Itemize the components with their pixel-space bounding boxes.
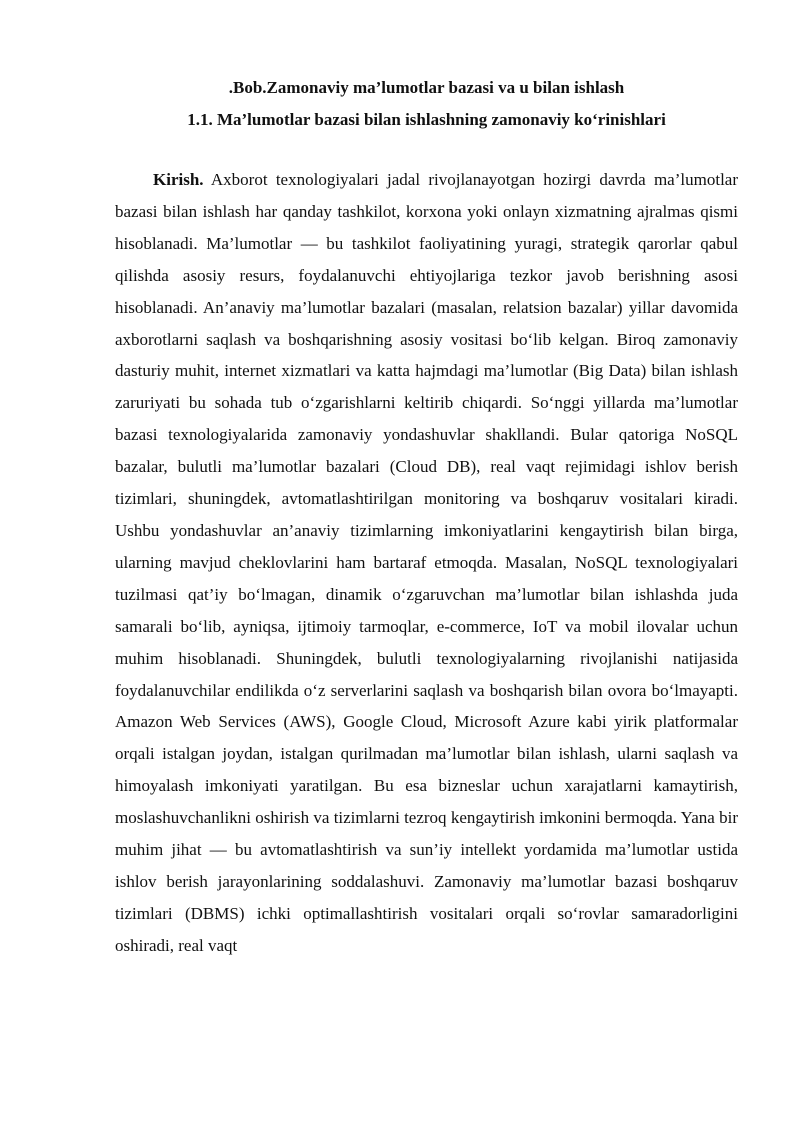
chapter-title: .Bob.Zamonaviy ma’lumotlar bazasi va u bilan ishlash	[228, 78, 625, 97]
document-page	[115, 72, 738, 962]
section-title: 1.1. Ma’lumotlar bazasi bilan ishlashning zamonaviy ko‘rinishlari	[187, 110, 666, 129]
intro-label: Kirish.	[153, 170, 204, 189]
intro-text: Axborot texnologiyalari jadal rivojlanayotgan hozirgi davrda ma’lumotlar bazasi bilan ishlash har qanday tashkilot, korxona yoki onlayn xizmatning ajralmas qismi hisoblanadi. Ma’lumotlar — bu tashkilot faoliyatining yuragi, strategik qarorlar qabul qilishda asosiy resurs, foydalanuvchi ehtiyojlariga tezkor javob berishning asosi hisoblanadi. An’anaviy ma’lumotlar bazalari (masalan, relatsion bazalar) yillar davomida axborotlarni saqlash va boshqarishning asosiy vositasi bo‘lib kelgan. Biroq zamonaviy dasturiy muhit, internet xizmatlari va katta hajmdagi ma’lumotlar (Big Data) bilan ishlash zaruriyati bu sohada tub o‘zgarishlarni keltirib chiqardi. So‘nggi yillarda ma’lumotlar bazasi texnologiyalarida zamonaviy yondashuvlar shakllandi. Bular qatoriga NoSQL bazalar, bulutli ma’lumotlar bazalari (Cloud DB), real vaqt rejimidagi ishlov berish tizimlari, shuningdek, avtomatlashtirilgan monitoring va boshqaruv vositalari kiradi. Ushbu yondashuvlar an’anaviy tizimlarning imkoniyatlarini kengaytirish bilan birga, ularning mavjud cheklovlarini ham bartaraf etmoqda. Masalan, NoSQL texnologiyalari tuzilmasi qat’iy bo‘lmagan, dinamik o‘zgaruvchan ma’lumotlar bilan ishlashda juda samarali bo‘lib, ayniqsa, ijtimoiy tarmoqlar, e-commerce, IoT va mobil ilovalar uchun muhim hisoblanadi. Shuningdek, bulutli texnologiyalarning rivojlanishi natijasida foydalanuvchilar endilikda o‘z serverlarini saqlash va boshqarish bilan ovora bo‘lmayapti. Amazon Web Services (AWS), Google Cloud, Microsoft Azure kabi yirik platformalar orqali istalgan joydan, istalgan qurilmadan ma’lumotlar bilan ishlash, ularni saqlash va himoyalash imkoniyati yaratilgan. Bu esa bizneslar uchun xarajatlarni kamaytirish, moslashuvchanlikni oshirish va tizimlarni tezroq kengaytirish imkonini bermoqda. Yana bir muhim jihat — bu avtomatlashtirish va sun’iy intellekt yordamida ma’lumotlar ustida ishlov berish jarayonlarining soddalashuvi. Zamonaviy ma’lumotlar bazasi boshqaruv tizimlari (DBMS) ichki optimallashtirish vositalari orqali so‘rovlar samaradorligini oshiradi, real vaqt	[115, 170, 738, 955]
intro-paragraph	[115, 164, 738, 962]
